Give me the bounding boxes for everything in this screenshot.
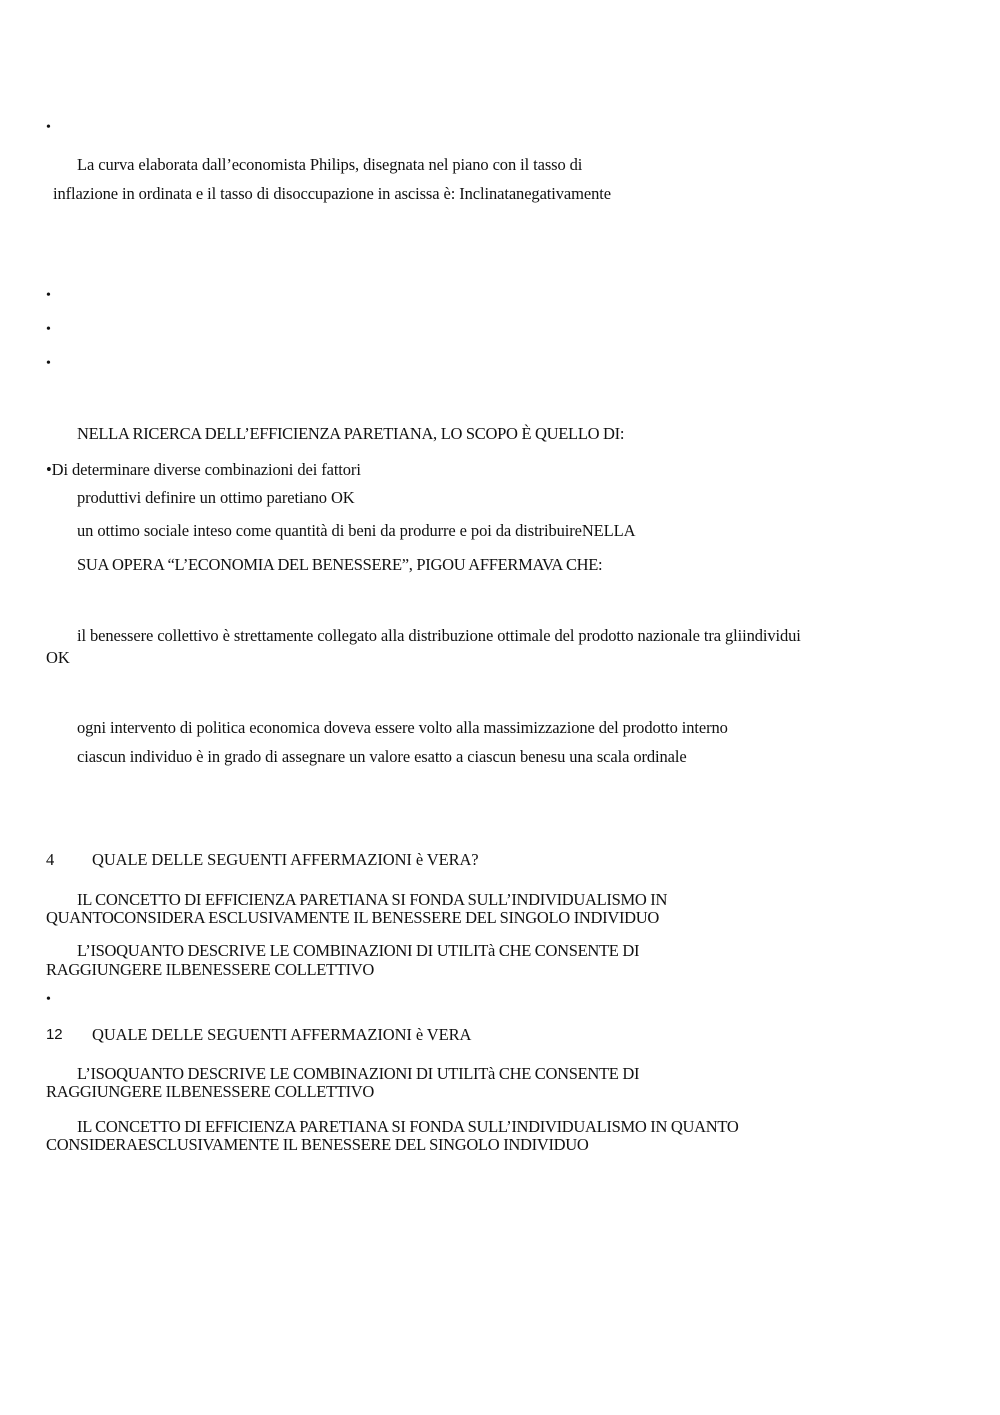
question-4-answer-2-line2: RAGGIUNGERE ILBENESSERE COLLETTIVO xyxy=(46,960,375,979)
pareto-question-heading: NELLA RICERCA DELL’EFFICIENZA PARETIANA, LO SCOPO È QUELLO DI: xyxy=(77,424,625,443)
pigou-answer-1-line2: OK xyxy=(46,648,70,667)
pareto-answer-2: un ottimo sociale inteso come quantità di beni da produrre e poi da distribuireNELLA xyxy=(77,521,636,540)
phillips-question-line2: inflazione in ordinata e il tasso di disoccupazione in ascissa è: Inclinatanegativamente xyxy=(53,184,611,203)
pareto-answer-1-line2: produttivi definire un ottimo paretiano OK xyxy=(77,488,355,507)
phillips-question-line1: La curva elaborata dall’economista Philips, disegnata nel piano con il tasso di xyxy=(77,155,583,174)
pareto-answer-1-line1: •Di determinare diverse combinazioni dei fattori xyxy=(46,460,361,479)
pigou-question-heading: SUA OPERA “L’ECONOMIA DEL BENESSERE”, PIGOU AFFERMAVA CHE: xyxy=(77,555,603,574)
question-12-answer-1-line1: L’ISOQUANTO DESCRIVE LE COMBINAZIONI DI UTILITà CHE CONSENTE DI xyxy=(77,1064,640,1083)
question-4-number: 4 xyxy=(46,850,55,869)
pigou-answer-1-line1: il benessere collettivo è strettamente collegato alla distribuzione ottimale del prodotto nazionale tra gliindividui xyxy=(77,626,801,645)
question-4-answer-1-line2: QUANTOCONSIDERA ESCLUSIVAMENTE IL BENESSERE DEL SINGOLO INDIVIDUO xyxy=(46,908,659,927)
list-bullet: • xyxy=(46,992,51,1007)
question-4-answer-2-line1: L’ISOQUANTO DESCRIVE LE COMBINAZIONI DI UTILITà CHE CONSENTE DI xyxy=(77,941,640,960)
question-12-number: 12 xyxy=(46,1026,63,1043)
question-4-heading: QUALE DELLE SEGUENTI AFFERMAZIONI è VERA? xyxy=(92,850,479,869)
question-4-answer-1-line1: IL CONCETTO DI EFFICIENZA PARETIANA SI FONDA SULL’INDIVIDUALISMO IN xyxy=(77,890,668,909)
question-12-heading: QUALE DELLE SEGUENTI AFFERMAZIONI è VERA xyxy=(92,1025,472,1044)
question-12-answer-2-line1: IL CONCETTO DI EFFICIENZA PARETIANA SI FONDA SULL’INDIVIDUALISMO IN QUANTO xyxy=(77,1117,739,1136)
list-bullet: • xyxy=(46,120,51,135)
list-bullet: • xyxy=(46,322,51,337)
question-12-answer-1-line2: RAGGIUNGERE ILBENESSERE COLLETTIVO xyxy=(46,1082,375,1101)
list-bullet: • xyxy=(46,356,51,371)
pigou-answer-3: ciascun individuo è in grado di assegnare un valore esatto a ciascun benesu una scala ordinale xyxy=(77,747,687,766)
question-12-answer-2-line2: CONSIDERAESCLUSIVAMENTE IL BENESSERE DEL SINGOLO INDIVIDUO xyxy=(46,1135,589,1154)
list-bullet: • xyxy=(46,288,51,303)
pigou-answer-2: ogni intervento di politica economica doveva essere volto alla massimizzazione del prodotto interno xyxy=(77,718,728,737)
